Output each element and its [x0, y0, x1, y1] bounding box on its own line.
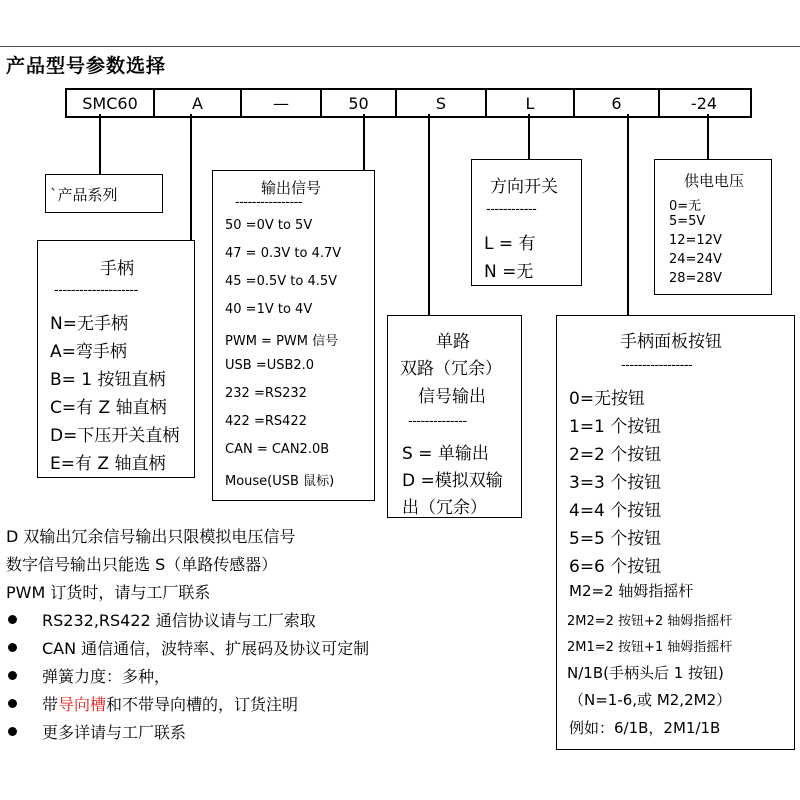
buttons-item: 4=4 个按钮 [569, 501, 662, 521]
handle-item: C=有 Z 轴直柄 [50, 398, 167, 418]
output-heading: 输出信号 [261, 179, 322, 197]
direction-item: N =无 [484, 262, 534, 282]
bullet-text-suffix: 和不带导向槽的，订货注明 [106, 695, 299, 714]
code-cell-dash: — [242, 90, 322, 116]
handle-item: B= 1 按钮直柄 [50, 370, 166, 390]
code-cell-direction: L [487, 90, 575, 116]
voltage-heading: 供电电压 [684, 172, 745, 190]
connector-voltage [707, 114, 709, 159]
bullet-item [6, 720, 186, 743]
handle-item: N=无手柄 [50, 314, 128, 334]
buttons-heading: 手柄面板按钮 [620, 332, 722, 352]
supply-voltage-box [654, 159, 772, 295]
connector-handle [190, 114, 192, 240]
voltage-item: 28=28V [669, 271, 722, 286]
handle-box [37, 240, 195, 478]
voltage-item: 24=24V [669, 252, 722, 267]
output-signal-box [212, 170, 375, 501]
code-cell-series: SMC60 [67, 90, 155, 116]
direction-item: L = 有 [484, 234, 536, 254]
buttons-item: 0=无按钮 [569, 389, 646, 409]
note-line: 数字信号输出只能选 S（单路传感器） [6, 555, 278, 574]
bullet-dot-icon [8, 643, 17, 652]
voltage-item: 12=12V [669, 233, 722, 248]
page-title: 产品型号参数选择 [6, 55, 167, 77]
single-dual-divider: -------------- [408, 414, 467, 429]
bullet-text: RS232,RS422 通信协议请与工厂索取 [42, 611, 316, 630]
output-item: 232 =RS232 [225, 386, 307, 401]
bullet-item [6, 664, 170, 687]
handle-item: E=有 Z 轴直柄 [50, 454, 166, 474]
single-dual-item: D =模拟双输 [402, 471, 503, 491]
output-item: CAN = CAN2.0B [225, 442, 330, 457]
series-label: `产品系列 [50, 186, 118, 204]
connector-output [363, 114, 365, 170]
output-item: 50 =0V to 5V [225, 218, 313, 233]
panel-buttons-box [556, 315, 795, 750]
bullet-dot-icon [8, 671, 17, 680]
handle-heading: 手柄 [100, 259, 134, 279]
bullet-dot-icon [8, 699, 17, 708]
bullet-text: CAN 通信通信，波特率、扩展码及协议可定制 [42, 639, 370, 658]
connector-single-dual [428, 114, 430, 315]
buttons-item: 6=6 个按钮 [569, 557, 662, 577]
code-cell-single-dual: S [397, 90, 487, 116]
bullet-dot-icon [8, 727, 17, 736]
output-item: 45 =0.5V to 4.5V [225, 274, 338, 289]
bullet-text-highlight: 导向槽 [58, 695, 107, 714]
handle-item: A=弯手柄 [50, 342, 127, 362]
single-dual-item: 出（冗余） [402, 498, 487, 518]
buttons-item: 2M1=2 按钮+1 轴姆指摇杆 [567, 640, 733, 655]
connector-direction [528, 114, 530, 159]
output-item: 422 =RS422 [225, 414, 307, 429]
bullet-text-prefix: 带 [42, 695, 59, 714]
bullet-text: 弹簧力度：多种， [42, 667, 171, 686]
buttons-item: 1=1 个按钮 [569, 417, 662, 437]
output-item: USB =USB2.0 [225, 358, 315, 373]
buttons-divider: ----------------- [621, 358, 693, 373]
bullet-dot-icon [8, 615, 17, 624]
bullet-item [6, 636, 369, 659]
connector-buttons [627, 114, 629, 315]
buttons-item: 2=2 个按钮 [569, 445, 662, 465]
output-item: PWM = PWM 信号 [225, 334, 339, 349]
code-cell-handle: A [155, 90, 242, 116]
bullet-item [6, 692, 298, 715]
direction-divider: ------------ [486, 202, 537, 217]
series-box [45, 174, 163, 213]
voltage-item: 0=无 [669, 199, 702, 214]
single-dual-item: S = 单输出 [402, 444, 489, 464]
buttons-item: 2M2=2 按钮+2 轴姆指摇杆 [567, 614, 733, 629]
bullet-text: 更多详请与工厂联系 [42, 723, 187, 742]
single-dual-line: 双路（冗余） [400, 359, 502, 379]
code-cell-output: 50 [322, 90, 397, 116]
buttons-item: 5=5 个按钮 [569, 529, 662, 549]
voltage-item: 5=5V [669, 214, 706, 229]
single-dual-line: 信号输出 [418, 387, 486, 407]
code-cell-buttons: 6 [575, 90, 660, 116]
single-dual-box [387, 315, 522, 518]
output-item: Mouse(USB 鼠标) [225, 474, 335, 489]
buttons-item: N/1B(手柄头后 1 按钮) [567, 664, 724, 682]
note-line: D 双输出冗余信号输出只限模拟电压信号 [6, 527, 296, 546]
model-code-row [65, 88, 752, 118]
handle-item: D=下压开关直柄 [50, 426, 180, 446]
buttons-item: （N=1-6,或 M2,2M2） [569, 691, 732, 709]
direction-switch-box [471, 159, 582, 286]
output-divider: ---------------- [235, 195, 303, 210]
buttons-item: 3=3 个按钮 [569, 473, 662, 493]
buttons-item: 例如：6/1B，2M1/1B [569, 719, 721, 737]
single-dual-line: 单路 [436, 332, 470, 352]
output-item: 40 =1V to 4V [225, 302, 313, 317]
bullet-item [6, 608, 316, 631]
direction-heading: 方向开关 [490, 177, 558, 197]
buttons-item: M2=2 轴姆指摇杆 [569, 582, 694, 600]
top-rule [0, 46, 800, 47]
code-cell-voltage: -24 [690, 93, 718, 113]
output-item: 47 = 0.3V to 4.7V [225, 246, 342, 261]
handle-divider: -------------------- [54, 283, 138, 298]
note-line: PWM 订货时，请与工厂联系 [6, 583, 211, 602]
connector-series [99, 114, 101, 174]
